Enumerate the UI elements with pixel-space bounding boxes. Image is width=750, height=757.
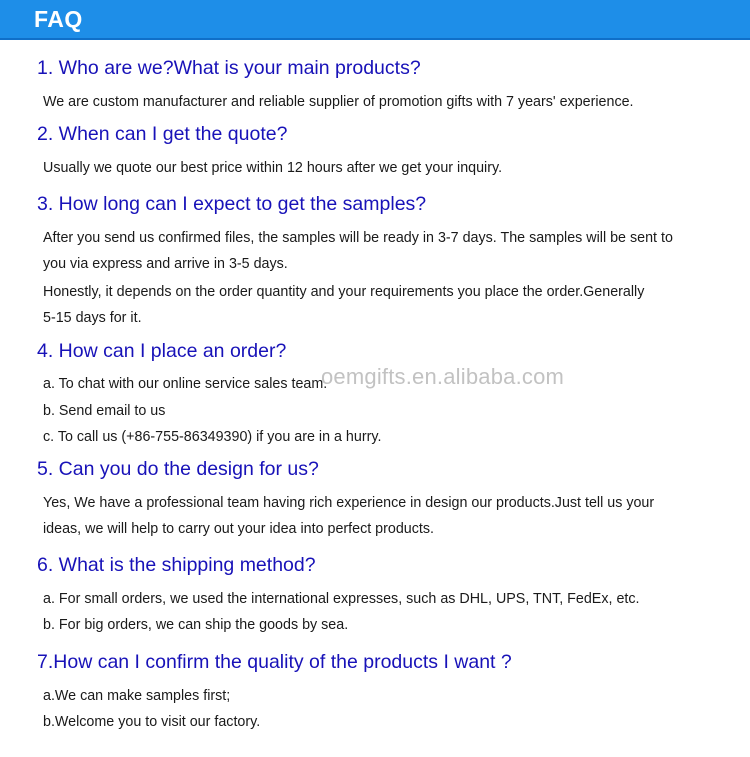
- faq-answer-2-line-1: Usually we quote our best price within 12 hours after we get your inquiry.: [43, 160, 503, 176]
- faq-answer-3-line-3: Honestly, it depends on the order quantity and your requirements you place the order.Generally: [43, 284, 645, 300]
- faq-question-3: 3. How long can I expect to get the samples?: [37, 193, 427, 215]
- faq-answer-3-line-1: After you send us confirmed files, the samples will be ready in 3-7 days. The samples will be sent to: [43, 230, 673, 246]
- faq-answer-4-line-2: b. Send email to us: [43, 403, 166, 419]
- faq-question-5: 5. Can you do the design for us?: [37, 458, 319, 480]
- faq-question-2: 2. When can I get the quote?: [37, 123, 288, 145]
- faq-question-7: 7.How can I confirm the quality of the products I want ?: [37, 651, 512, 673]
- faq-answer-4-line-3: c. To call us (+86-755-86349390) if you are in a hurry.: [43, 429, 382, 445]
- faq-title: FAQ: [34, 6, 83, 32]
- faq-answer-6-line-2: b. For big orders, we can ship the goods by sea.: [43, 617, 349, 633]
- faq-answer-3-line-4: 5-15 days for it.: [43, 310, 142, 326]
- faq-answer-4-line-1: a. To chat with our online service sales team.: [43, 376, 328, 392]
- faq-answer-6-line-1: a. For small orders, we used the international expresses, such as DHL, UPS, TNT, FedEx, etc.: [43, 591, 640, 607]
- faq-answer-3-line-2: you via express and arrive in 3-5 days.: [43, 256, 288, 272]
- faq-header: [0, 0, 750, 40]
- faq-answer-7-line-1: a.We can make samples first;: [43, 688, 231, 704]
- faq-question-6: 6. What is the shipping method?: [37, 554, 316, 576]
- faq-answer-7-line-2: b.Welcome you to visit our factory.: [43, 714, 261, 730]
- watermark: oemgifts.en.alibaba.com: [321, 364, 565, 389]
- faq-answer-1-line-1: We are custom manufacturer and reliable supplier of promotion gifts with 7 years' experience.: [43, 94, 634, 110]
- faq-answer-5-line-2: ideas, we will help to carry out your idea into perfect products.: [43, 521, 434, 537]
- faq-answer-5-line-1: Yes, We have a professional team having rich experience in design our products.Just tell us your: [43, 495, 655, 511]
- faq-question-1: 1. Who are we?What is your main products?: [37, 57, 421, 79]
- faq-question-4: 4. How can I place an order?: [37, 340, 287, 362]
